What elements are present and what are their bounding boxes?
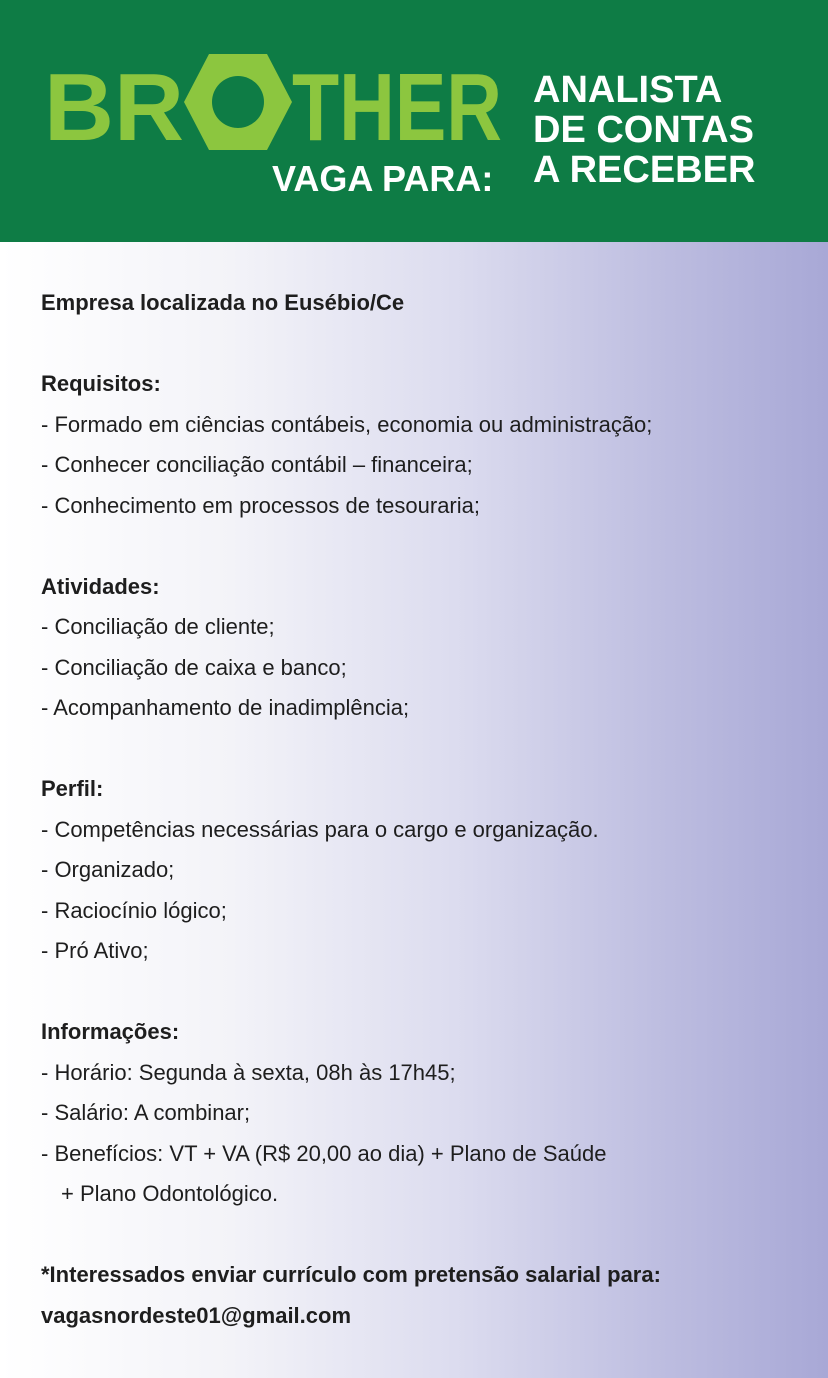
nut-hole	[212, 76, 264, 128]
vaga-label: VAGA PARA:	[272, 158, 494, 199]
informacao-item: + Plano Odontológico.	[61, 1181, 279, 1206]
perfil-item: - Raciocínio lógico;	[41, 897, 227, 923]
company-location: Empresa localizada no Eusébio/Ce	[41, 290, 405, 315]
informacoes-heading: Informações:	[41, 1019, 180, 1044]
logo-text-ther: THER	[292, 54, 502, 161]
spacer	[41, 1215, 821, 1256]
atividade-item: - Acompanhamento de inadimplência;	[41, 695, 410, 720]
perfil-item: - Competências necessárias para o cargo e organização.	[41, 816, 599, 842]
atividade-item: - Conciliação de cliente;	[41, 614, 275, 639]
job-title-line-1: ANALISTA	[533, 69, 723, 111]
brother-logo	[44, 48, 504, 161]
job-title-line-3: A RECEBER	[533, 149, 756, 191]
brother-logo-graphic	[44, 48, 504, 161]
header-banner	[0, 0, 828, 242]
informacao-item: - Horário: Segunda à sexta, 08h às 17h45;	[41, 1059, 456, 1085]
requisitos-heading: Requisitos:	[41, 371, 161, 396]
job-title	[533, 70, 755, 190]
job-description	[41, 283, 821, 1336]
requisito-item: - Conhecer conciliação contábil – financeira;	[41, 452, 473, 477]
requisito-item: - Formado em ciências contábeis, economia ou administração;	[41, 411, 653, 437]
spacer	[41, 729, 821, 770]
requisito-item: - Conhecimento em processos de tesouraria;	[41, 492, 480, 518]
spacer	[41, 526, 821, 567]
spacer	[41, 324, 821, 365]
atividade-item: - Conciliação de caixa e banco;	[41, 654, 347, 680]
job-title-line-2: DE CONTAS	[533, 109, 754, 151]
atividades-heading: Atividades:	[41, 573, 160, 599]
perfil-item: - Pró Ativo;	[41, 938, 149, 963]
informacao-item: - Benefícios: VT + VA (R$ 20,00 ao dia) + Plano de Saúde	[41, 1140, 607, 1166]
spacer	[41, 972, 821, 1013]
contact-email[interactable]: vagasnordeste01@gmail.com	[41, 1302, 352, 1328]
perfil-item: - Organizado;	[41, 857, 175, 882]
informacao-item: - Salário: A combinar;	[41, 1100, 251, 1125]
logo-text-br: BR	[44, 54, 184, 161]
call-to-action: *Interessados enviar currículo com pretensão salarial para:	[41, 1262, 661, 1287]
perfil-heading: Perfil:	[41, 776, 104, 801]
